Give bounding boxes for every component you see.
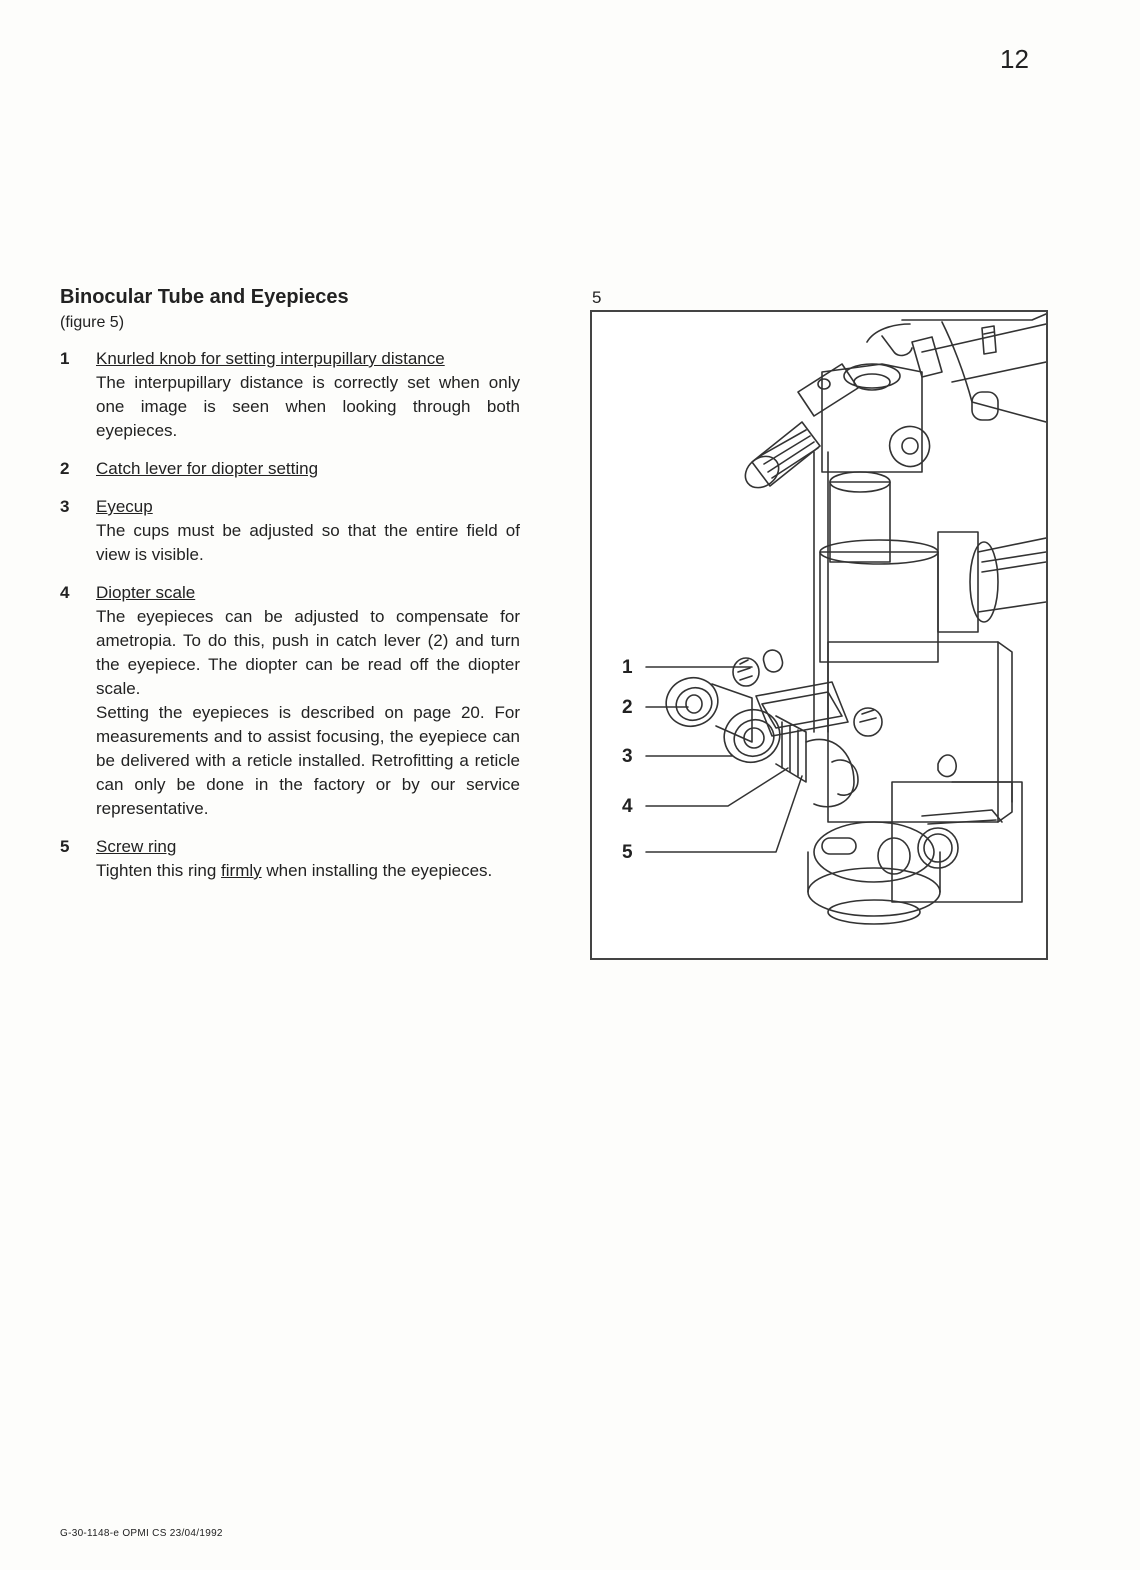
item-description — [96, 605, 520, 821]
section-subtitle: (figure 5) — [60, 314, 125, 331]
microscope-illustration — [592, 312, 1046, 958]
list-item — [60, 581, 520, 821]
list-item — [60, 457, 520, 481]
item-number: 5 — [60, 837, 70, 856]
item-heading: Catch lever for diopter setting — [96, 459, 319, 478]
item-number: 4 — [60, 583, 70, 602]
callout-lines — [646, 667, 802, 852]
item-description — [96, 859, 520, 883]
item-description-paragraph: Setting the eyepieces is described on page 20. For measurements and to assist focusing, the eyepiece can be delivered with a reticle installed. Retrofitting a reticle can only be done in the factory or by our service representative. — [96, 703, 520, 818]
page-number: 12 — [1000, 44, 1029, 74]
text-run: Tighten this ring — [96, 861, 222, 880]
section-title: Binocular Tube and Eyepieces — [60, 286, 349, 308]
item-description-paragraph: The eyepieces can be adjusted to compensate for ametropia. To do this, push in catch lever (2) and turn the eyepiece. The diopter can be read off the diopter scale. — [96, 607, 520, 698]
list-item — [60, 835, 520, 883]
item-description — [96, 371, 520, 443]
item-list — [60, 347, 520, 897]
item-heading: Diopter scale — [96, 583, 196, 602]
item-heading: Eyecup — [96, 497, 153, 516]
figure-frame — [590, 310, 1048, 960]
list-item — [60, 495, 520, 567]
callout-2: 2 — [622, 697, 633, 718]
item-heading: Knurled knob for setting interpupillary distance — [96, 349, 445, 368]
callout-3: 3 — [622, 746, 633, 767]
lower-body — [808, 642, 1022, 924]
callout-5: 5 — [622, 842, 633, 863]
text-run: when installing the eyepieces. — [261, 861, 493, 880]
item-number: 2 — [60, 459, 70, 478]
footer-code: G-30-1148-e OPMI CS 23/04/1992 — [60, 1528, 223, 1539]
item-description-paragraph — [96, 859, 520, 883]
carrier-arm — [902, 314, 1046, 422]
figure-label: 5 — [592, 288, 602, 307]
item-description-paragraph: The interpupillary distance is correctly set when only one image is seen when looking through both eyepieces. — [96, 373, 520, 440]
item-number: 3 — [60, 497, 70, 516]
item-description — [96, 519, 520, 567]
callout-1: 1 — [622, 657, 633, 678]
swivel-head — [822, 364, 930, 472]
item-number: 1 — [60, 349, 70, 368]
item-heading: Screw ring — [96, 837, 177, 856]
callout-4: 4 — [622, 796, 633, 817]
top-lever — [867, 324, 912, 355]
emphasis-text: firmly — [221, 861, 262, 880]
item-description-paragraph: The cups must be adjusted so that the entire field of view is visible. — [96, 521, 520, 564]
list-item — [60, 347, 520, 443]
